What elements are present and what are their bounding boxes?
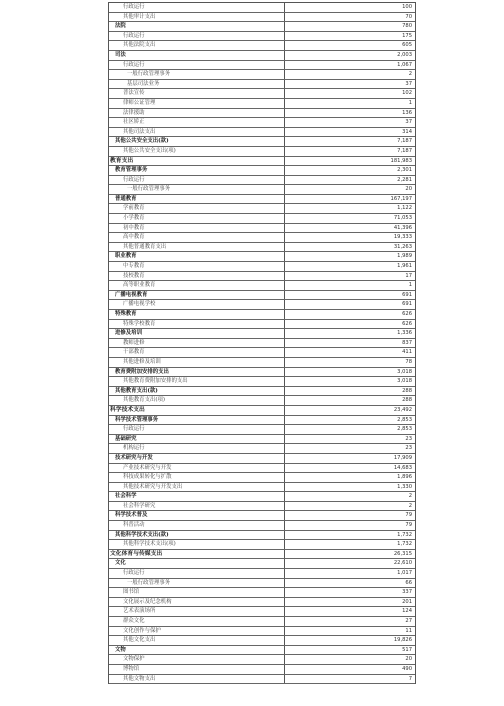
table-row [109,665,415,675]
row-label: 其他公共安全支出(款) [109,137,285,146]
row-value: 102 [402,90,412,97]
row-label: 社区矫正 [109,118,285,127]
row-label: 基层司法业务 [109,80,285,89]
row-value: 23,492 [393,406,412,413]
row-label: 机构运行 [109,444,285,453]
row-label: 中专教育 [109,262,285,271]
row-value: 181,983 [390,157,412,164]
row-value: 124 [402,608,412,615]
table-row [109,511,415,521]
row-value: 7 [408,675,412,682]
row-value: 37 [405,80,412,87]
row-value: 78 [405,358,412,365]
row-label: 文物 [109,646,285,655]
table-row [109,176,415,186]
row-value: 7,187 [397,138,412,145]
row-value: 626 [402,311,412,317]
table-row [109,147,415,157]
table-row [109,281,415,291]
row-label: 法律援助 [109,109,285,118]
row-label: 教育管理事务 [109,166,285,175]
table-row [109,540,415,550]
row-value: 1,017 [397,570,412,577]
budget-table [108,2,416,684]
table-row [109,646,415,656]
row-label: 科学技术普及 [109,511,285,520]
table-row [109,80,415,90]
row-value: 411 [402,349,412,356]
table-row [109,617,415,627]
table-row [109,118,415,128]
table-row [109,252,415,262]
row-label: 行政运行 [109,61,285,70]
row-label: 行政运行 [109,32,285,41]
row-label: 产业技术研究与开发 [109,464,285,473]
row-label: 文化体育与传媒支出 [109,550,285,559]
row-label: 其他教育支出(款) [109,387,285,396]
row-value: 11 [405,627,412,634]
row-label: 其他科学技术支出(项) [109,540,285,549]
row-label: 其他普通教育支出 [109,243,285,252]
row-value: 26,315 [393,550,412,557]
row-label: 普法宣传 [109,89,285,98]
row-label: 技校教育 [109,272,285,281]
table-row [109,137,415,147]
row-value: 100 [402,4,412,10]
table-row [109,185,415,195]
row-label: 一般行政管理事务 [109,185,285,194]
row-label: 社会科学研究 [109,502,285,511]
table-row [109,636,415,646]
row-value: 2,301 [397,167,412,174]
row-value: 201 [402,598,412,605]
row-value: 2 [408,493,412,500]
table-row [109,588,415,598]
table-row [109,444,415,454]
table-row [109,531,415,541]
row-value: 175 [402,32,412,39]
row-label: 一般行政管理事务 [109,579,285,588]
row-label: 干部教育 [109,348,285,357]
row-label: 教育支出 [109,157,285,166]
table-row [109,655,415,665]
table-row [109,406,415,416]
row-value: 626 [402,320,412,327]
row-value: 41,396 [393,224,412,231]
row-label: 一般行政管理事务 [109,70,285,79]
row-label: 文物保护 [109,655,285,664]
row-label: 科学技术管理事务 [109,416,285,425]
row-value: 1,336 [397,330,412,337]
table-row [109,454,415,464]
row-label: 群众文化 [109,617,285,626]
table-row [109,204,415,214]
row-label: 教育费附加安排的支出 [109,368,285,377]
table-row [109,109,415,119]
row-value: 1,122 [397,205,412,212]
row-label: 律师公证管理 [109,99,285,108]
row-value: 20 [405,186,412,193]
table-row [109,329,415,339]
row-value: 17 [405,272,412,279]
row-label: 艺术表演场所 [109,607,285,616]
row-value: 27 [405,618,412,624]
table-row [109,233,415,243]
table-row [109,473,415,483]
row-label: 特殊学校教育 [109,320,285,329]
row-label: 司法 [109,51,285,60]
table-row [109,195,415,205]
row-value: 20 [405,656,412,663]
row-value: 2,281 [397,176,412,183]
row-label: 小学教育 [109,214,285,223]
row-label: 学前教育 [109,204,285,213]
table-row [109,358,415,368]
table-row [109,627,415,637]
row-label: 行政运行 [109,425,285,434]
table-row [109,396,415,406]
row-value: 23 [405,445,412,452]
table-row [109,32,415,42]
row-label: 其他进修及培训 [109,358,285,367]
row-label: 普通教育 [109,195,285,204]
row-label: 其他教育费附加安排的支出 [109,377,285,386]
row-value: 71,053 [393,215,412,222]
row-value: 79 [405,522,412,529]
row-value: 1 [408,99,412,106]
row-label: 博物馆 [109,665,285,674]
table-row [109,464,415,474]
row-label: 高中教育 [109,233,285,242]
row-value: 136 [402,109,412,116]
row-value: 337 [402,589,412,596]
table-row [109,377,415,387]
row-value: 1,989 [397,253,412,260]
row-value: 19,333 [393,234,412,241]
table-row [109,492,415,502]
row-label: 行政运行 [109,176,285,185]
table-row [109,22,415,32]
table-row [109,416,415,426]
row-value: 1,067 [397,61,412,68]
row-value: 167,197 [390,195,412,202]
row-value: 2,003 [397,51,412,58]
row-value: 23 [405,435,412,442]
row-value: 1,961 [397,263,412,270]
table-row [109,70,415,80]
row-value: 1,732 [397,541,412,548]
row-value: 66 [405,579,412,586]
row-value: 7,187 [397,147,412,154]
row-label: 广播电视学校 [109,300,285,309]
table-row [109,291,415,301]
row-value: 3,018 [397,378,412,385]
row-label: 其他技术研究与开发支出 [109,483,285,492]
row-label: 高等职业教育 [109,281,285,290]
table-row [109,13,415,23]
row-label: 文化 [109,559,285,568]
table-row [109,166,415,176]
row-value: 2 [408,71,412,78]
table-row [109,339,415,349]
row-label: 基础研究 [109,435,285,444]
table-row [109,243,415,253]
row-value: 517 [402,646,412,653]
row-value: 1,732 [397,531,412,538]
row-label: 行政运行 [109,3,285,12]
table-row [109,521,415,531]
row-label: 其他审计支出 [109,13,285,22]
table-row [109,559,415,569]
row-value: 19,826 [393,637,412,644]
table-row [109,579,415,589]
table-row [109,41,415,51]
table-row [109,387,415,397]
row-label: 广播电视教育 [109,291,285,300]
row-label: 其他法院支出 [109,41,285,50]
row-label: 其他教育支出(项) [109,396,285,405]
row-value: 79 [405,512,412,519]
row-label: 进修及培训 [109,329,285,338]
row-value: 288 [402,387,412,394]
row-value: 691 [402,291,412,298]
row-value: 17,909 [393,454,412,461]
table-row [109,51,415,61]
table-row [109,99,415,109]
row-value: 1,896 [397,474,412,481]
table-row [109,214,415,224]
row-value: 22,610 [393,560,412,567]
row-value: 2,853 [397,416,412,423]
table-row [109,607,415,617]
table-row [109,425,415,435]
row-label: 初中教育 [109,224,285,233]
table-row [109,348,415,358]
row-label: 其他文物支出 [109,675,285,684]
row-label: 文化展示及纪念机构 [109,598,285,607]
table-row [109,300,415,310]
row-label: 其他司法支出 [109,128,285,137]
row-value: 1,330 [397,483,412,490]
row-label: 科学技术支出 [109,406,285,415]
table-row [109,310,415,320]
row-label: 技术研究与开发 [109,454,285,463]
table-row [109,3,415,13]
row-value: 3,018 [397,368,412,375]
table-row [109,61,415,71]
row-value: 288 [402,397,412,404]
row-label: 图书馆 [109,588,285,597]
table-row [109,368,415,378]
row-label: 其他公共安全支出(项) [109,147,285,156]
table-row [109,320,415,330]
table-row [109,224,415,234]
row-label: 职业教育 [109,252,285,261]
row-label: 科技成果转化与扩散 [109,473,285,482]
row-value: 2,853 [397,426,412,433]
table-row [109,272,415,282]
table-row [109,675,415,685]
row-label: 其他科学技术支出(款) [109,531,285,540]
table-row [109,483,415,493]
table-row [109,598,415,608]
table-row [109,157,415,167]
row-label: 科普活动 [109,521,285,530]
table-row [109,435,415,445]
row-value: 70 [405,13,412,20]
row-value: 31,263 [393,243,412,250]
table-row [109,569,415,579]
row-value: 37 [405,119,412,126]
row-label: 文化创作与保护 [109,627,285,636]
row-label: 行政运行 [109,569,285,578]
row-value: 780 [402,23,412,30]
row-label: 特殊教育 [109,310,285,319]
row-label: 教师进修 [109,339,285,348]
row-label: 社会科学 [109,492,285,501]
row-value: 605 [402,42,412,49]
row-value: 490 [402,665,412,672]
row-value: 691 [402,301,412,308]
row-label: 其他文化支出 [109,636,285,645]
row-label: 法院 [109,22,285,31]
row-value: 1 [408,282,412,289]
table-row [109,550,415,560]
row-value: 837 [402,339,412,346]
row-value: 314 [402,128,412,135]
table-row [109,502,415,512]
table-row [109,262,415,272]
table-row [109,89,415,99]
table-row [109,128,415,138]
row-value: 14,683 [393,464,412,471]
row-value: 2 [408,502,412,509]
